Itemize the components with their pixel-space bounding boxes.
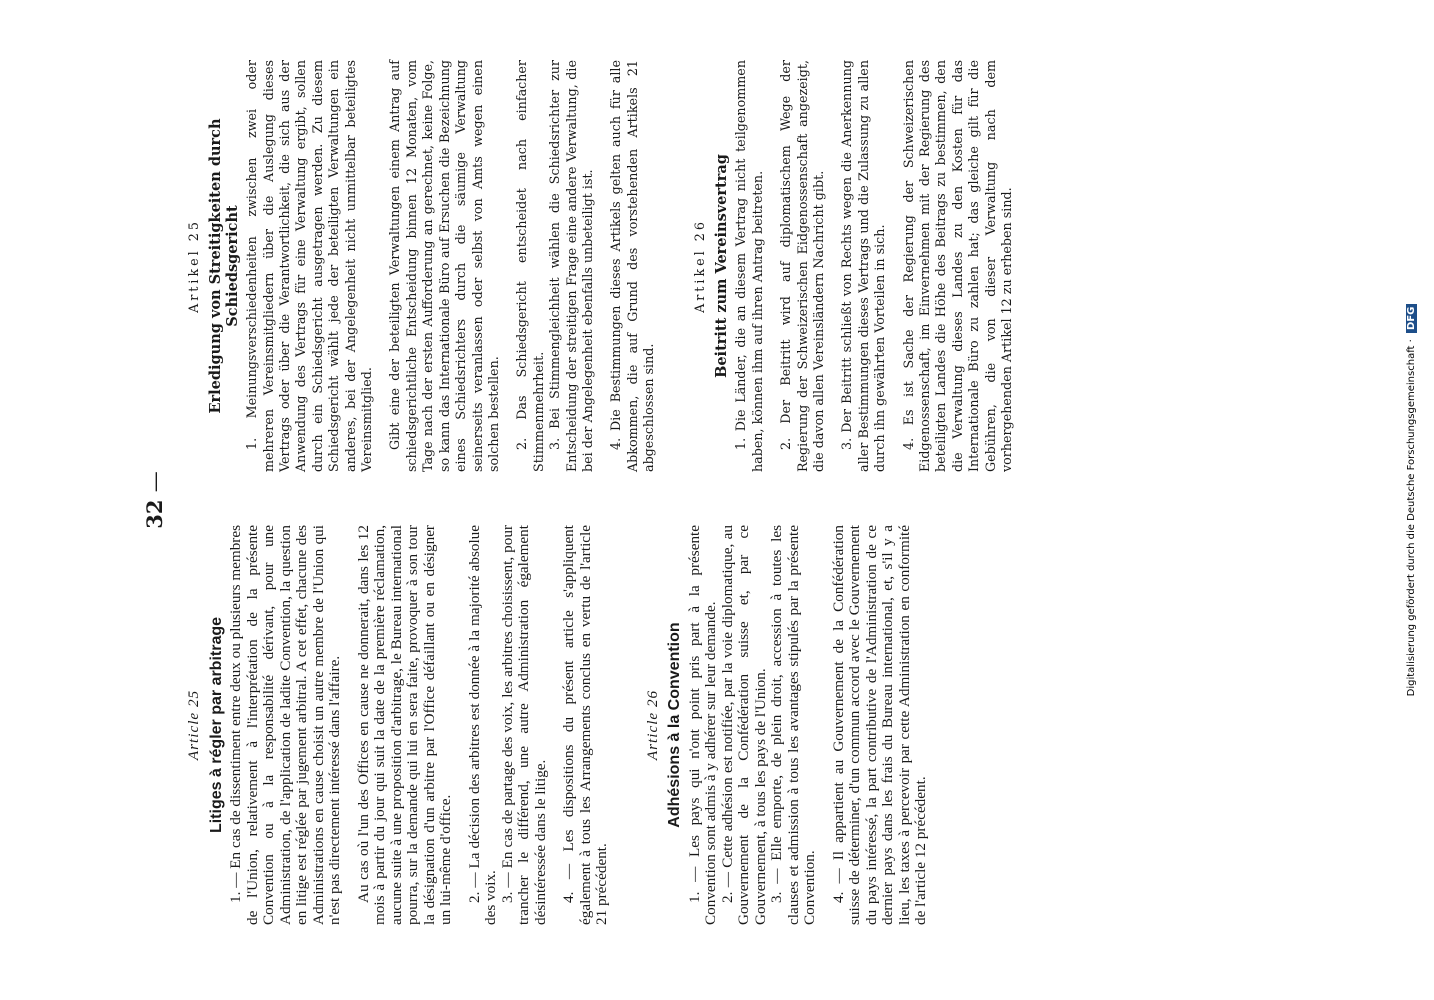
page-number-dash: — <box>143 471 167 493</box>
de-article-25-para-4: 3. Bei Stimmengleichheit wählen die Schiedsrichter zur Entscheidung der streitigen Frage eine andere Verwaltung, die bei der Angelegenheit ebenfalls unbeteiligt ist. <box>547 60 595 472</box>
fr-article-25-para-5: 4. — Les dispositions du présent article s'appliquent également à tous les Arrangements conclus en vertu de l'article 21 précédent. <box>560 525 610 925</box>
fr-article-26-para-1: 1. — Les pays qui n'ont point pris part à la présente Convention sont admis à y adhérer sur leur demande. <box>685 525 719 925</box>
german-column <box>186 60 1015 472</box>
digitization-credit: Digitalisierung gefördert durch die Deutsche Forschungsgemeinschaft · DFG <box>1406 0 1417 1000</box>
page-number <box>142 468 167 532</box>
fr-article-26-para-2: 2. — Cette adhésion est notifiée, par la voie diplomatique, au Gouvernement de la Confédération suisse et, par ce Gouvernement, à tous les pays de l'Union. <box>718 525 769 925</box>
de-article-26-para-4: 4. Es ist Sache der Regierung der Schweizerischen Eidgenossenschaft, im Einvernehmen mit der Regierung des beteiligten Landes die Höhe des Beitrags zu bestimmen, den die Verwaltung dieses Landes zu den Kosten für das Internationale Büro zu zahlen hat; das gleiche gilt für die Gebühren, die von dieser Verwaltung nach dem vorhergehenden Artikel 12 zu erheben sind. <box>900 60 1015 472</box>
fr-article-25-heading: Litiges à régler par arbitrage <box>207 616 225 834</box>
fr-article-26-heading: Adhésions à la Convention <box>666 622 683 828</box>
de-article-26-title: Artikel 26 <box>691 219 707 313</box>
dfg-logo: DFG <box>1406 304 1417 333</box>
page-number-value: 32 <box>142 499 167 529</box>
fr-article-25-para-2: Au cas où l'un des Offices en cause ne donnerait, dans les 12 mois à partir du jour qui suit la date de la première réclamation, aucune suite à une proposition d'arbitrage, le Bureau international pourra, sur la demande qui lui en sera faite, provoquer à son tour la désignation d'un arbitre par l'Office défaillant ou en désigner un lui-même d'office. <box>354 525 454 925</box>
de-article-25-para-5: 4. Die Bestimmungen dieses Artikels gelten auch für alle Abkommen, die auf Grund des vorstehenden Artikels 21 abgeschlossen sind. <box>608 60 657 472</box>
fr-article-26-para-3: 3. — Elle emporte, de plein droit, accession à toutes les clauses et admission à tous les avantages stipulés par la présente Convention. <box>768 525 818 925</box>
de-article-25-para-3: 2. Das Schiedsgericht entscheidet nach einfacher Stimmenmehrheit. <box>514 60 546 472</box>
french-column <box>186 525 930 925</box>
de-article-26-para-1: 1. Die Länder, die an diesem Vertrag nicht teilgenommen haben, können ihm auf ihren Antrag beitreten. <box>733 60 765 472</box>
fr-article-25-title: Article 25 <box>185 689 202 761</box>
de-article-26-heading: Beitritt zum Vereinsvertrag <box>712 154 730 378</box>
de-article-26-para-3: 3. Der Beitritt schließt von Rechts wegen die Anerkennung aller Bestimmungen dieses Vertrags und die Zulassung zu allen durch ihn gewährten Vorteilen in sich. <box>839 60 888 472</box>
fr-article-26-title: Article 26 <box>643 689 661 761</box>
fr-article-25-para-3: 2. — La décision des arbitres est donnée à la majorité absolue des voix. <box>465 525 499 925</box>
de-article-25-para-1: 1. Meinungsverschiedenheiten zwischen zwei oder mehreren Vereinsmitgliedern über die Auslegung dieses Vertrags oder über die Verantwortlichkeit, die sich aus der Anwendung des Vertrags für eine Verwaltung ergibt, sollen durch ein Schiedsgericht ausgetragen werden. Zu diesem Schiedsgericht wählt jede der beteiligten Verwaltungen ein anderes, bei der Angelegenheit nicht unmittelbar beteiligtes Vereinsmitglied. <box>244 60 375 472</box>
fr-article-25-para-4: 3. — En cas de partage des voix, les arbitres choisissent, pour trancher le différend, une autre Administration également désintéressée dans le litige. <box>498 525 549 925</box>
de-article-25-para-2: Gibt eine der beteiligten Verwaltungen einem Antrag auf schiedsgerichtliche Entscheidung binnen 12 Monaten, vom Tage nach der ersten Aufforderung an gerechnet, keine Folge, so kann das Internationale Büro auf Ersuchen die Bezeichnung eines Schiedsrichters durch die säumige Verwaltung seinerseits veranlassen oder selbst von Amts wegen einen solchen bestellen. <box>387 60 501 472</box>
fr-article-26-para-4: 4. — Il appartient au Gouvernement de la Confédération suisse de déterminer, d'un commun accord avec le Gouvernement du pays intéressé, la part contributive de l'Administration de ce dernier pays dans les frais du Bureau international, et, s'il y a lieu, les taxes à percevoir par cette Administration en conformité de l'article 12 précédent. <box>829 525 929 925</box>
section-spacer <box>611 525 645 925</box>
fr-article-25-para-1: 1. — En cas de dissentiment entre deux ou plusieurs membres de l'Union, relativement à l'interprétation de la présente Convention ou à la responsabilité dérivant, pour une Administration, de l'application de ladite Convention, la question en litige est réglée par jugement arbitral. A cet effet, chacune des Administrations en cause choisit un autre membre de l'Union qui n'est pas directement intéressé dans l'affaire. <box>227 525 343 925</box>
de-article-26-para-2: 2. Der Beitritt wird auf diplomatischem Wege der Regierung der Schweizerischen Eidgenossenschaft angezeigt, die davon allen Vereinsländern Nachricht gibt. <box>778 60 826 472</box>
section-spacer <box>658 60 692 472</box>
de-article-25-title: Artikel 25 <box>186 219 201 313</box>
digitization-credit-text: Digitalisierung gefördert durch die Deutsche Forschungsgemeinschaft <box>1406 345 1417 697</box>
de-article-25-heading: Erledigung von Streitigkeiten durch Schiedsgericht <box>207 118 241 414</box>
